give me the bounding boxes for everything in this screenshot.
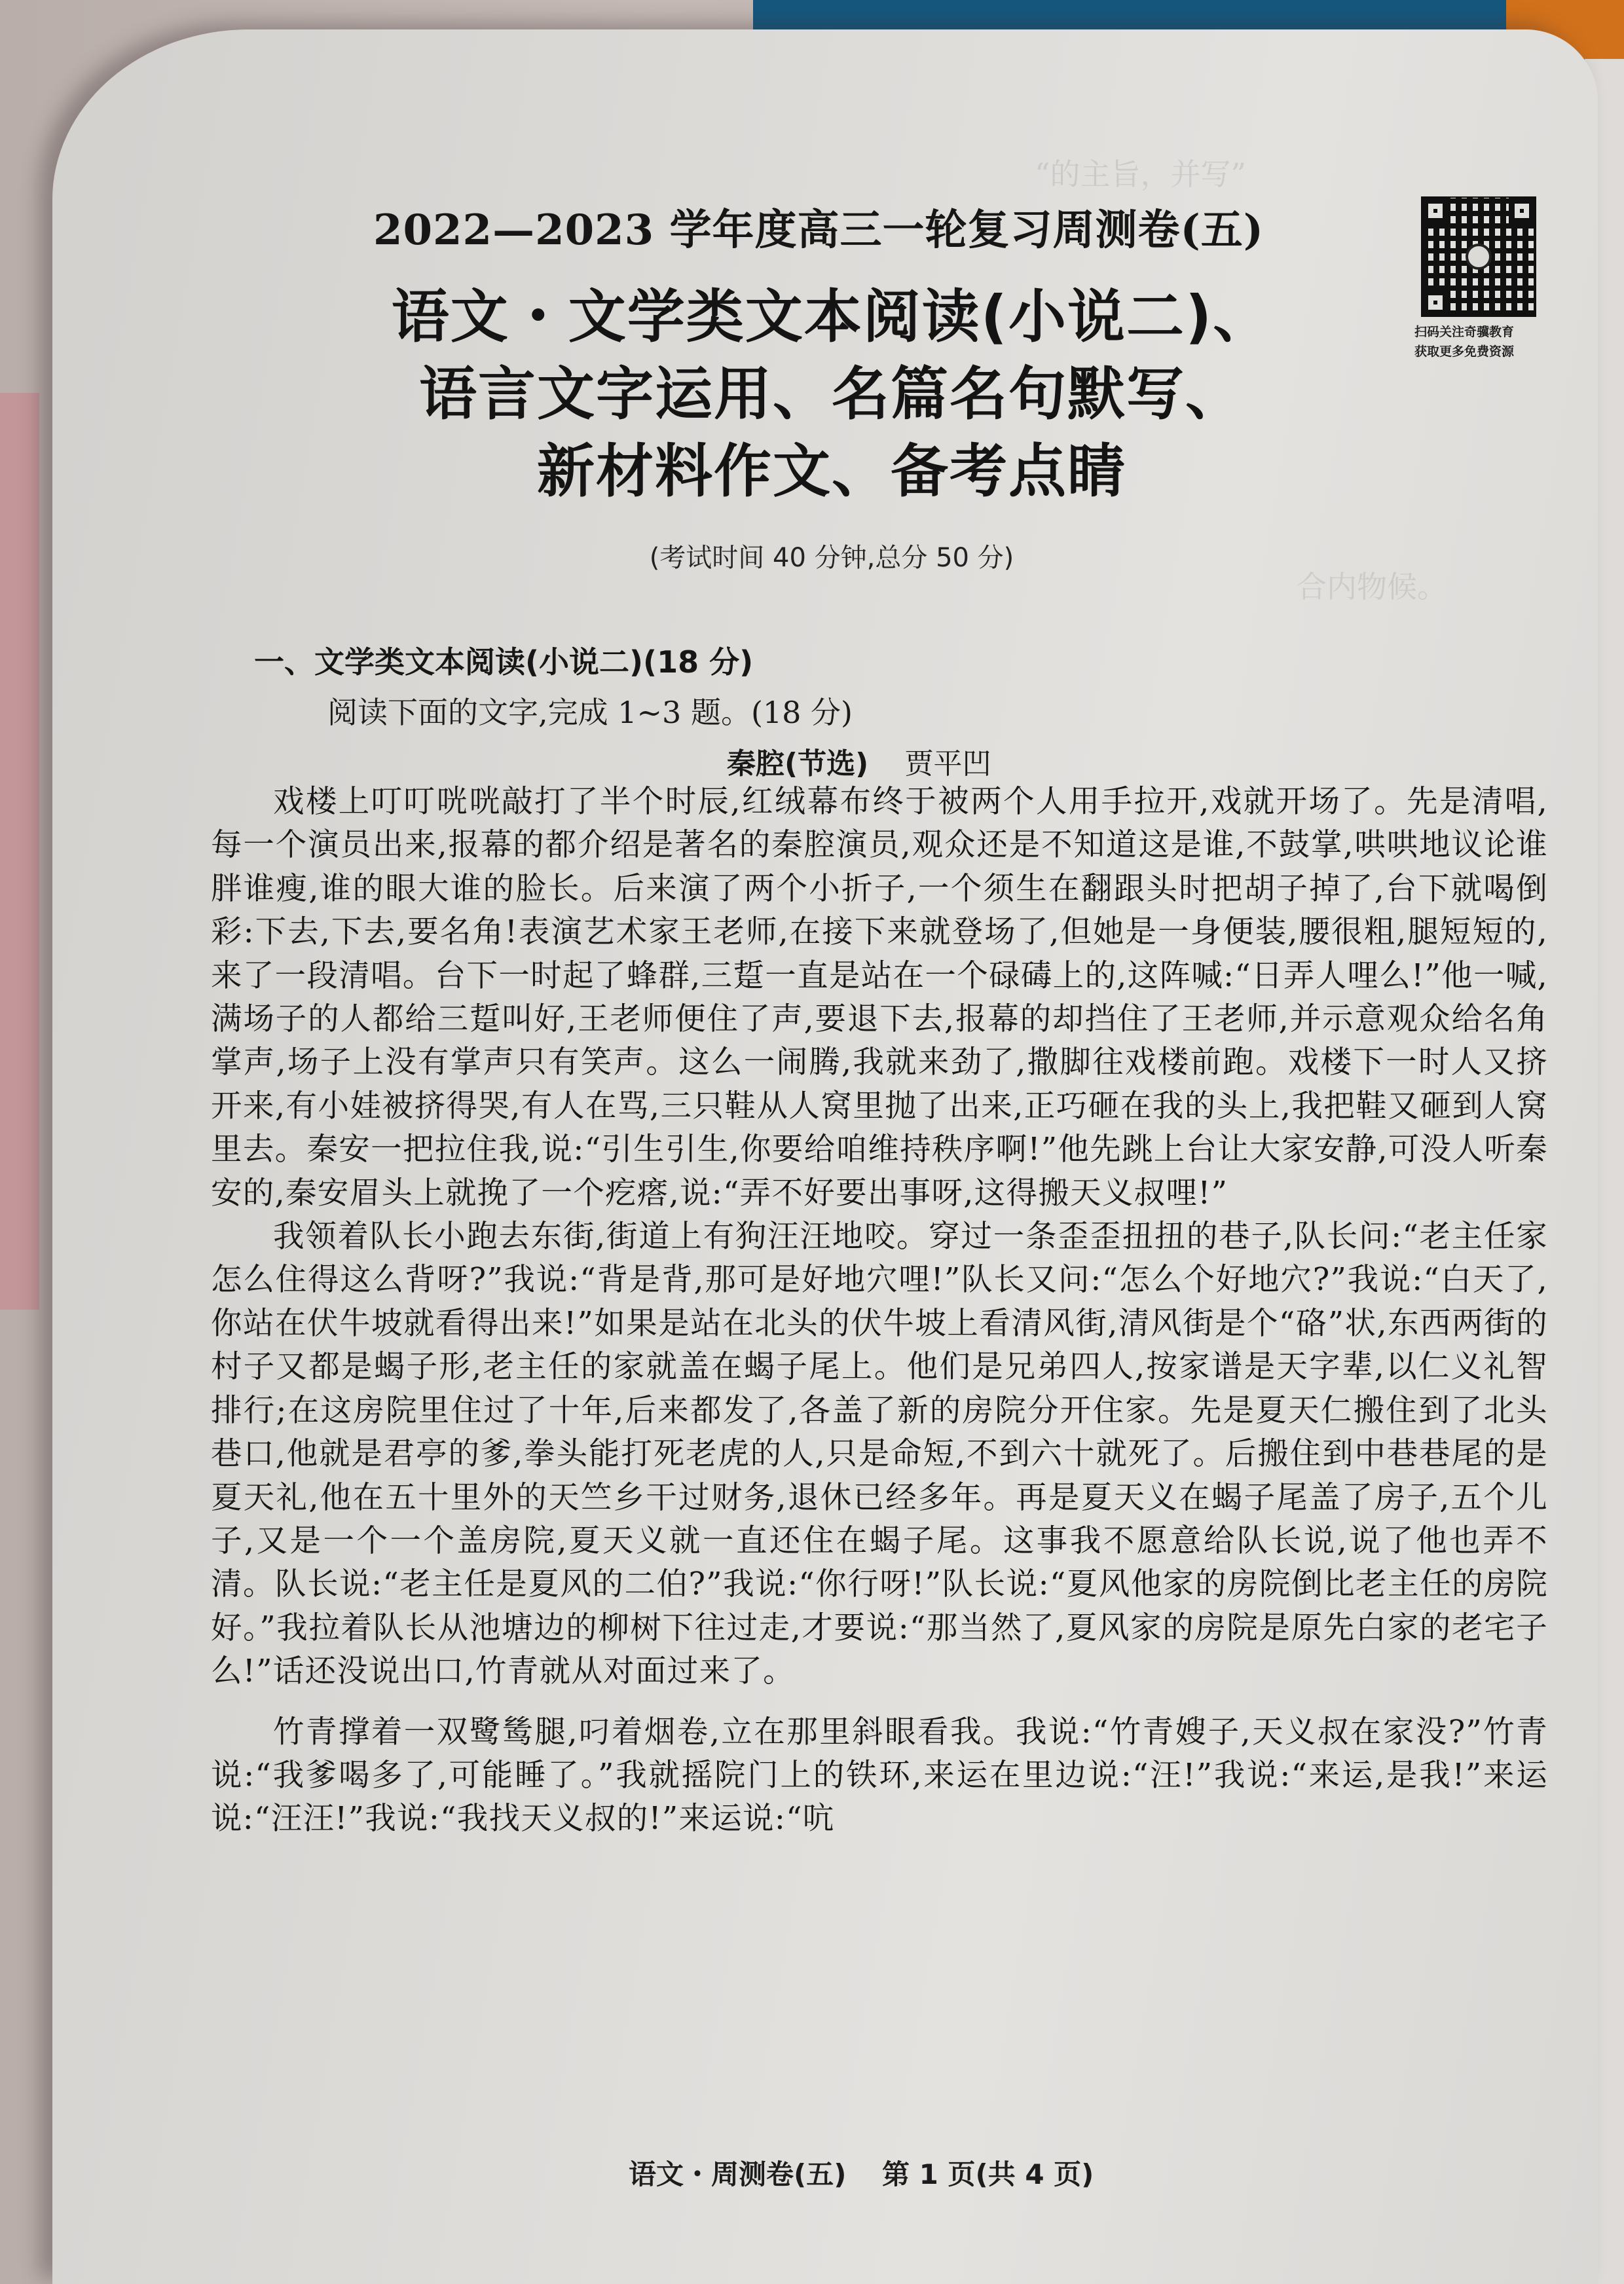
page-footer — [629, 2153, 1153, 2192]
passage-title-text: 秦腔(节选) — [727, 747, 869, 781]
qr-finder-pattern — [1422, 289, 1449, 316]
passage-author: 贾平凹 — [904, 747, 991, 781]
exam-series-title: 2022—2023 学年度高三一轮复习周测卷(五) — [373, 206, 1264, 255]
section-heading: 一、文学类文本阅读(小说二)(18 分) — [254, 644, 754, 680]
title-line: 语文・文学类文本阅读(小说二)、 — [391, 283, 1272, 350]
question-instruction: 阅读下面的文字,完成 1~3 题。(18 分) — [327, 695, 853, 730]
exam-subject-title — [367, 278, 1297, 510]
background-pink-object — [0, 393, 39, 1310]
qr-finder-pattern — [1422, 198, 1449, 224]
qr-caption-line: 扫码关注奇骥教育 — [1414, 325, 1515, 339]
bleed-through-text: “的主旨，并写” — [1035, 157, 1247, 192]
passage-paragraph: 竹青撑着一双鹭鸶腿,叼着烟卷,立在那里斜眼看我。我说:“竹青嫂子,天义叔在家没?”竹青说:“我爹喝多了,可能睡了。”我就摇院门上的铁环,来运在里边说:“汪!”我说:“来运,是我!”来运说:“汪汪!”我说:“我找天义叔的!”来运说:“吭 — [211, 1714, 1548, 1837]
passage-title — [727, 740, 991, 782]
footer-subject: 语文・周测卷(五) — [629, 2158, 847, 2190]
title-line: 语言文字运用、名篇名句默写、 — [418, 360, 1244, 428]
passage-paragraph: 我领着队长小跑去东街,街道上有狗汪汪地咬。穿过一条歪歪扭扭的巷子,队长问:“老主任家怎么住得这么背呀?”我说:“背是背,那可是好地穴哩!”队长又问:“怎么个好地穴?”我说:“白天了,你站在伏牛坡就看得出来!”如果是站在北头的伏牛坡上看清风街,清风街是个“硌”状,东西两街的村子又都是蝎子形,老主任的家就盖在蝎子尾上。他们是兄弟四人,按家谱是天字辈,以仁义礼智排行;在这房院里住过了十年,后来都发了,各盖了新的房院分开住家。先是夏天仁搬住到了北头巷口,他就是君亭的爹,拳头能打死老虎的人,只是命短,不到六十就死了。后搬住到中巷巷尾的是夏天礼,他在五十里外的天竺乡干过财务,退休已经多年。再是夏天义在蝎子尾盖了房子,五个儿子,又是一个一个盖房院,夏天义就一直还住在蝎子尾。这事我不愿意给队长说,说了他也弄不清。队长说:“老主任是夏风的二伯?”我说:“你行呀!”队长说:“夏风他家的房院倒比老主任的房院好。”我拉着队长从池塘边的柳树下往过走,才要说:“那当然了,夏风家的房院是原先白家的老宅子么!”话还没说出口,竹青就从对面过来了。 — [211, 1219, 1548, 1690]
qr-caption-line: 获取更多免费资源 — [1414, 344, 1515, 359]
qr-logo-icon — [1466, 244, 1492, 270]
qr-caption — [1414, 322, 1545, 361]
passage-paragraph: 戏楼上叮叮咣咣敲打了半个时辰,红绒幕布终于被两个人用手拉开,戏就开场了。先是清唱,每一个演员出来,报幕的都介绍是著名的秦腔演员,观众还是不知道这是谁,不鼓掌,哄哄地议论谁胖谁瘦,谁的眼大谁的脸长。后来演了两个小折子,一个须生在翻跟头时把胡子掉了,台下就喝倒彩:下去,下去,要名角!表演艺术家王老师,在接下来就登场了,但她是一身便装,腰很粗,腿短短的,来了一段清唱。台下一时起了蜂群,三踅一直是站在一个碌碡上的,这阵喊:“日弄人哩么!”他一喊,满场子的人都给三踅叫好,王老师便住了声,要退下去,报幕的却挡住了王老师,并示意观众给名角掌声,场子上没有掌声只有笑声。这么一闹腾,我就来劲了,撒脚往戏楼前跑。戏楼下一时人又挤开来,有小娃被挤得哭,有人在骂,三只鞋从人窝里抛了出来,正巧砸在我的头上,我把鞋又砸到人窝里去。秦安一把拉住我,说:“引生引生,你要给咱维持秩序啊!”他先跳上台让大家安静,可没人听秦安的,秦安眉头上就挽了一个疙瘩,说:“弄不好要出事呀,这得搬天义叔哩!” — [211, 784, 1548, 1211]
qr-finder-pattern — [1509, 198, 1535, 224]
qr-code-icon[interactable] — [1422, 198, 1535, 316]
title-line: 新材料作文、备考点睛 — [536, 437, 1126, 505]
page-number: 第 1 页(共 4 页) — [882, 2158, 1094, 2190]
exam-time-score-info: (考试时间 40 分钟,总分 50 分) — [649, 543, 1014, 573]
bleed-through-text: 合内物候。 — [1297, 569, 1447, 604]
passage-body — [211, 781, 1548, 1841]
